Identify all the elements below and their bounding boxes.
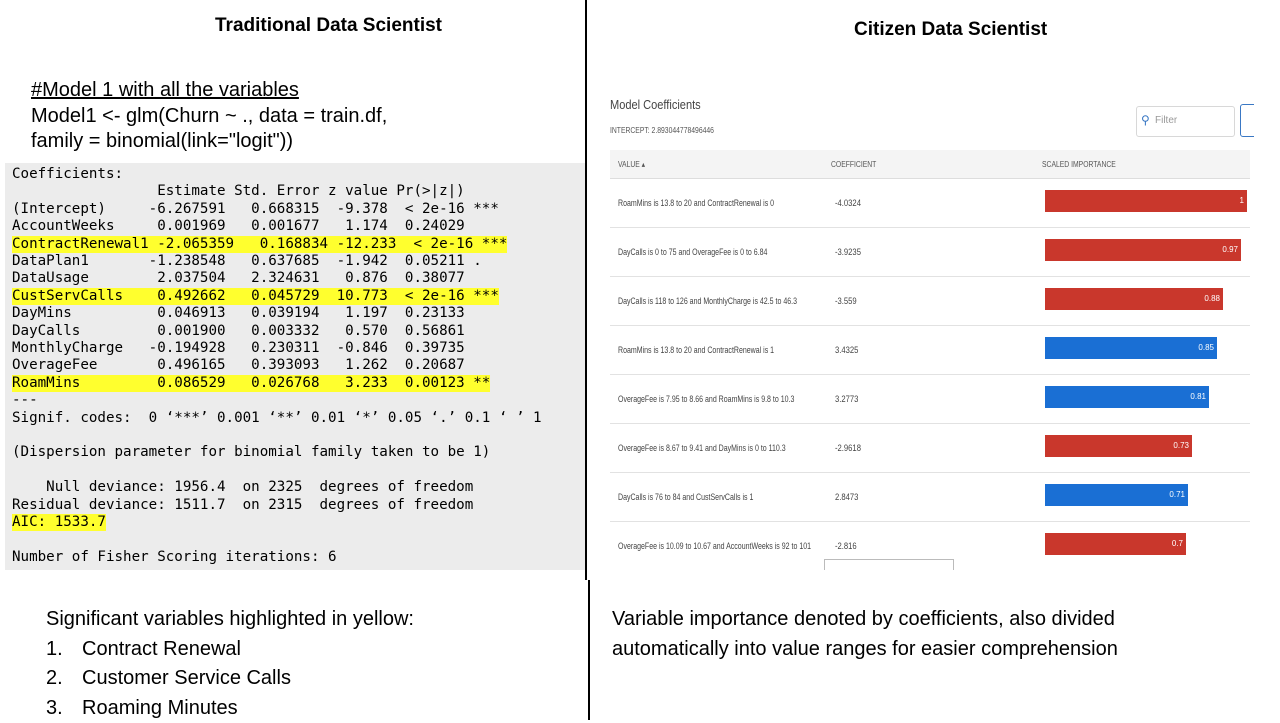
importance-bar: [1045, 337, 1217, 359]
caption-heading: Significant variables highlighted in yellow:: [46, 605, 414, 635]
r-output-line: Residual deviance: 1511.7 on 2315 degrees of freedom: [12, 497, 473, 514]
list-number: 2.: [46, 664, 82, 694]
column-header-value[interactable]: VALUE ▴: [618, 160, 645, 169]
r-output-line: ---: [12, 392, 38, 409]
r-output-line: Null deviance: 1956.4 on 2325 degrees of freedom: [12, 479, 473, 496]
right-caption: Variable importance denoted by coefficients, also divided automatically into value ranges for easier comprehension: [612, 605, 1132, 664]
column-header-coefficient[interactable]: COEFFICIENT: [831, 160, 876, 169]
importance-bar: [1045, 239, 1241, 261]
row-value: DayCalls is 118 to 126 and MonthlyCharge is 42.5 to 46.3: [618, 296, 797, 306]
table-row[interactable]: [610, 179, 1250, 228]
r-code-block: [31, 78, 387, 155]
r-output-line: CustServCalls 0.492662 0.045729 10.773 < 2e-16 ***: [12, 288, 499, 305]
panel-title: Model Coefficients: [610, 97, 701, 112]
list-label: Contract Renewal: [82, 638, 241, 660]
importance-bar: [1045, 435, 1192, 457]
r-output-line: Signif. codes: 0 ‘***’ 0.001 ‘**’ 0.01 ‘*’ 0.05 ‘.’ 0.1 ‘ ’ 1: [12, 410, 542, 427]
row-coefficient: 3.2773: [835, 394, 858, 404]
row-value: DayCalls is 0 to 75 and OverageFee is 0 to 6.84: [618, 247, 767, 257]
row-value: DayCalls is 76 to 84 and CustServCalls is 1: [618, 492, 753, 502]
importance-bar: [1045, 386, 1209, 408]
left-title: Traditional Data Scientist: [215, 15, 442, 37]
code-line: Model1 <- glm(Churn ~ ., data = train.df,: [31, 104, 387, 130]
table-header: [610, 150, 1250, 179]
r-output-line: DataUsage 2.037504 2.324631 0.876 0.38077: [12, 270, 465, 287]
r-output-line: DataPlan1 -1.238548 0.637685 -1.942 0.05211 .: [12, 253, 482, 270]
table-row[interactable]: [610, 473, 1250, 522]
r-output-line: AIC: 1533.7: [12, 514, 106, 531]
importance-label: 0.97: [1222, 245, 1238, 254]
code-line: family = binomial(link="logit")): [31, 129, 387, 155]
r-output-line: Coefficients:: [12, 166, 123, 183]
model-coefficients-panel: [604, 90, 1254, 570]
row-coefficient: -4.0324: [835, 198, 861, 208]
r-output-line: DayMins 0.046913 0.039194 1.197 0.23133: [12, 305, 465, 322]
r-output-line: MonthlyCharge -0.194928 0.230311 -0.846 0.39735: [12, 340, 465, 357]
search-icon: ⚲: [1141, 113, 1150, 127]
list-item: [46, 635, 414, 665]
row-coefficient: -3.9235: [835, 247, 861, 257]
divider: [588, 580, 590, 720]
table-row[interactable]: [610, 424, 1250, 473]
r-output-console: [5, 163, 585, 570]
row-value: RoamMins is 13.8 to 20 and ContractRenewal is 1: [618, 345, 774, 355]
r-output-line: Number of Fisher Scoring iterations: 6: [12, 549, 337, 566]
filter-button[interactable]: [1240, 104, 1254, 137]
importance-bar: [1045, 288, 1223, 310]
importance-label: 0.73: [1173, 441, 1189, 450]
row-value: OverageFee is 8.67 to 9.41 and DayMins is 0 to 110.3: [618, 443, 786, 453]
code-comment: #Model 1 with all the variables: [31, 78, 387, 104]
list-number: 1.: [46, 635, 82, 665]
row-value: OverageFee is 7.95 to 8.66 and RoamMins is 9.8 to 10.3: [618, 394, 794, 404]
row-coefficient: 2.8473: [835, 492, 858, 502]
table-row[interactable]: [610, 375, 1250, 424]
row-coefficient: -3.559: [835, 296, 857, 306]
r-output-line: OverageFee 0.496165 0.393093 1.262 0.20687: [12, 357, 465, 374]
list-number: 3.: [46, 694, 82, 723]
list-item: [46, 694, 414, 723]
importance-label: 0.7: [1172, 539, 1183, 548]
r-output-line: (Intercept) -6.267591 0.668315 -9.378 < 2e-16 ***: [12, 201, 499, 218]
significant-variables-list: [46, 635, 414, 723]
r-output-line: DayCalls 0.001900 0.003332 0.570 0.56861: [12, 323, 465, 340]
row-value: RoamMins is 13.8 to 20 and ContractRenewal is 0: [618, 198, 774, 208]
importance-label: 0.85: [1198, 343, 1214, 352]
row-coefficient: -2.816: [835, 541, 857, 551]
right-title: Citizen Data Scientist: [854, 19, 1047, 41]
filter-placeholder: Filter: [1155, 115, 1177, 126]
importance-label: 0.71: [1169, 490, 1185, 499]
r-output-line: ContractRenewal1 -2.065359 0.168834 -12.233 < 2e-16 ***: [12, 236, 507, 253]
r-output-line: Estimate Std. Error z value Pr(>|z|): [12, 183, 465, 200]
r-output-line: (Dispersion parameter for binomial family taken to be 1): [12, 444, 490, 461]
importance-bar: [1045, 190, 1247, 212]
divider: [585, 0, 587, 580]
table-row[interactable]: [610, 228, 1250, 277]
table-row[interactable]: [610, 277, 1250, 326]
list-label: Roaming Minutes: [82, 697, 238, 719]
column-header-scaled-importance[interactable]: SCALED IMPORTANCE: [1042, 160, 1116, 169]
importance-label: 0.88: [1204, 294, 1220, 303]
intercept-label: INTERCEPT: 2.893044778496446: [610, 126, 714, 135]
table-row[interactable]: [610, 326, 1250, 375]
r-output-line: AccountWeeks 0.001969 0.001677 1.174 0.24029: [12, 218, 465, 235]
row-coefficient: 3.4325: [835, 345, 858, 355]
watermark-footer: [824, 559, 954, 570]
importance-label: 1: [1240, 196, 1244, 205]
filter-input[interactable]: [1136, 106, 1235, 137]
r-output-line: RoamMins 0.086529 0.026768 3.233 0.00123 **: [12, 375, 490, 392]
list-label: Customer Service Calls: [82, 667, 291, 689]
importance-bar: [1045, 484, 1188, 506]
importance-bar: [1045, 533, 1186, 555]
list-item: [46, 664, 414, 694]
row-coefficient: -2.9618: [835, 443, 861, 453]
left-caption: [46, 605, 414, 723]
importance-label: 0.81: [1190, 392, 1206, 401]
row-value: OverageFee is 10.09 to 10.67 and AccountWeeks is 92 to 101: [618, 541, 811, 551]
